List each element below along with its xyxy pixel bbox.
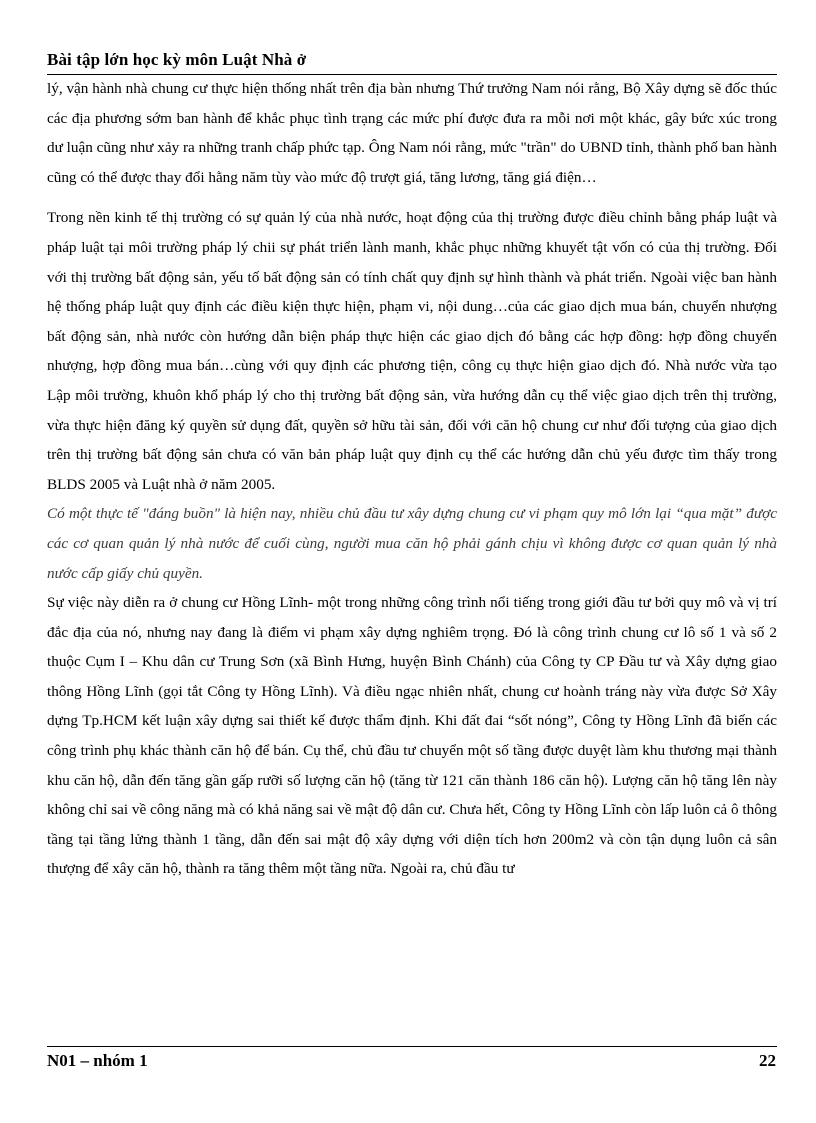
paragraph-1: lý, vận hành nhà chung cư thực hiện thống nhất trên địa bàn nhưng Thứ trưởng Nam nói rằng, Bộ Xây dựng sẽ đốc thúc các địa phương sớm ban hành để khắc phục tình trạng các mức phí được đưa ra mỗi nơi một khác, gây bức xúc trong dư luận cũng như xảy ra những tranh chấp phức tạp. Ông Nam nói rằng, mức "trần" do UBND tỉnh, thành phố ban hành cũng có thể được thay đổi hằng năm tùy vào mức độ trượt giá, tăng lương, tăng giá điện… [47, 80, 777, 186]
paragraph-3-italic: Có một thực tế "đáng buồn" là hiện nay, nhiều chủ đầu tư xây dựng chung cư vi phạm quy mô lớn lại “qua mặt” được các cơ quan quản lý nhà nước để cuối cùng, người mua căn hộ phải gánh chịu vì không được cơ quan quản lý nhà nước cấp giấy chủ quyền. [47, 505, 777, 582]
document-body [47, 74, 777, 884]
page-header-title: Bài tập lớn học kỳ môn Luật Nhà ở [47, 50, 307, 69]
paragraph-2: Trong nền kinh tế thị trường có sự quản lý của nhà nước, hoạt động của thị trường được điều chỉnh bằng pháp luật và pháp luật tại môi trường pháp lý chii sự phát triển lành manh, khắc phục những khuyết tật vốn có của thị trường. Đối với thị trường bất động sản, yếu tố bất động sản có tính chất quy định sự hình thành và phát triển. Ngoài việc ban hành hệ thống pháp luật quy định các điều kiện thực hiện, phạm vi, nội dung…của các giao dịch mua bán, chuyển nhượng bất động sản, nhà nước còn hướng dẫn biện pháp thực hiện các giao dịch đó bằng các hợp đồng: hợp đồng chuyển nhượng, hợp đồng mua bán…cùng với quy định các phương tiện, công cụ thực hiện giao dịch đó. Nhà nước vừa tạo Lập môi trường, khuôn khổ pháp lý cho thị trường bất động sản, vừa hướng dẫn cụ thể việc giao dịch trên thị trường, vừa thực hiện đăng ký quyền sử dụng đất, quyền sở hữu tài sản, đối với căn hộ chung cư như đối tượng của giao dịch trên thị trường bất động sản chưa có văn bản pháp luật quy định cụ thể các hướng dẫn chủ yếu được tìm thấy trong BLDS 2005 và Luật nhà ở năm 2005. [47, 209, 777, 493]
footer-divider [47, 1046, 777, 1047]
footer-group-label: N01 – nhóm 1 [47, 1051, 148, 1070]
paragraph-4: Sự việc này diễn ra ở chung cư Hồng Lĩnh- một trong những công trình nổi tiếng trong giới đầu tư bởi quy mô và vị trí đắc địa của nó, nhưng nay đang là điểm vi phạm xây dựng nghiêm trọng. Đó là công trình chung cư lô số 1 và số 2 thuộc Cụm I – Khu dân cư Trung Sơn (xã Bình Hưng, huyện Bình Chánh) của Công ty CP Đầu tư và Xây dựng giao thông Hồng Lĩnh (gọi tắt Công ty Hồng Lĩnh). Và điều ngạc nhiên nhất, chung cư hoành tráng này vừa được Sở Xây dựng Tp.HCM kết luận xây dựng sai thiết kế được thẩm định. Khi đất đai “sốt nóng”, Công ty Hồng Lĩnh đã biến các công trình phụ khác thành căn hộ để bán. Cụ thể, chủ đầu tư chuyển một số tầng được duyệt làm khu thương mại thành khu căn hộ, dẫn đến tăng gần gấp rưỡi số lượng căn hộ (tăng từ 121 căn thành 186 căn hộ). Lượng căn hộ tăng lên này không chỉ sai về công năng mà có khả năng sai về mật độ dân cư. Chưa hết, Công ty Hồng Lĩnh còn lấp luôn cả ô thông tầng tại tầng lửng thành 1 tầng, dẫn đến sai mật độ xây dựng với diện tích hơn 200m2 và còn tận dụng luôn cả sân thượng để xây căn hộ, thành ra tăng thêm một tầng nữa. Ngoài ra, chủ đầu tư [47, 594, 777, 878]
page-number: 22 [759, 1051, 776, 1070]
